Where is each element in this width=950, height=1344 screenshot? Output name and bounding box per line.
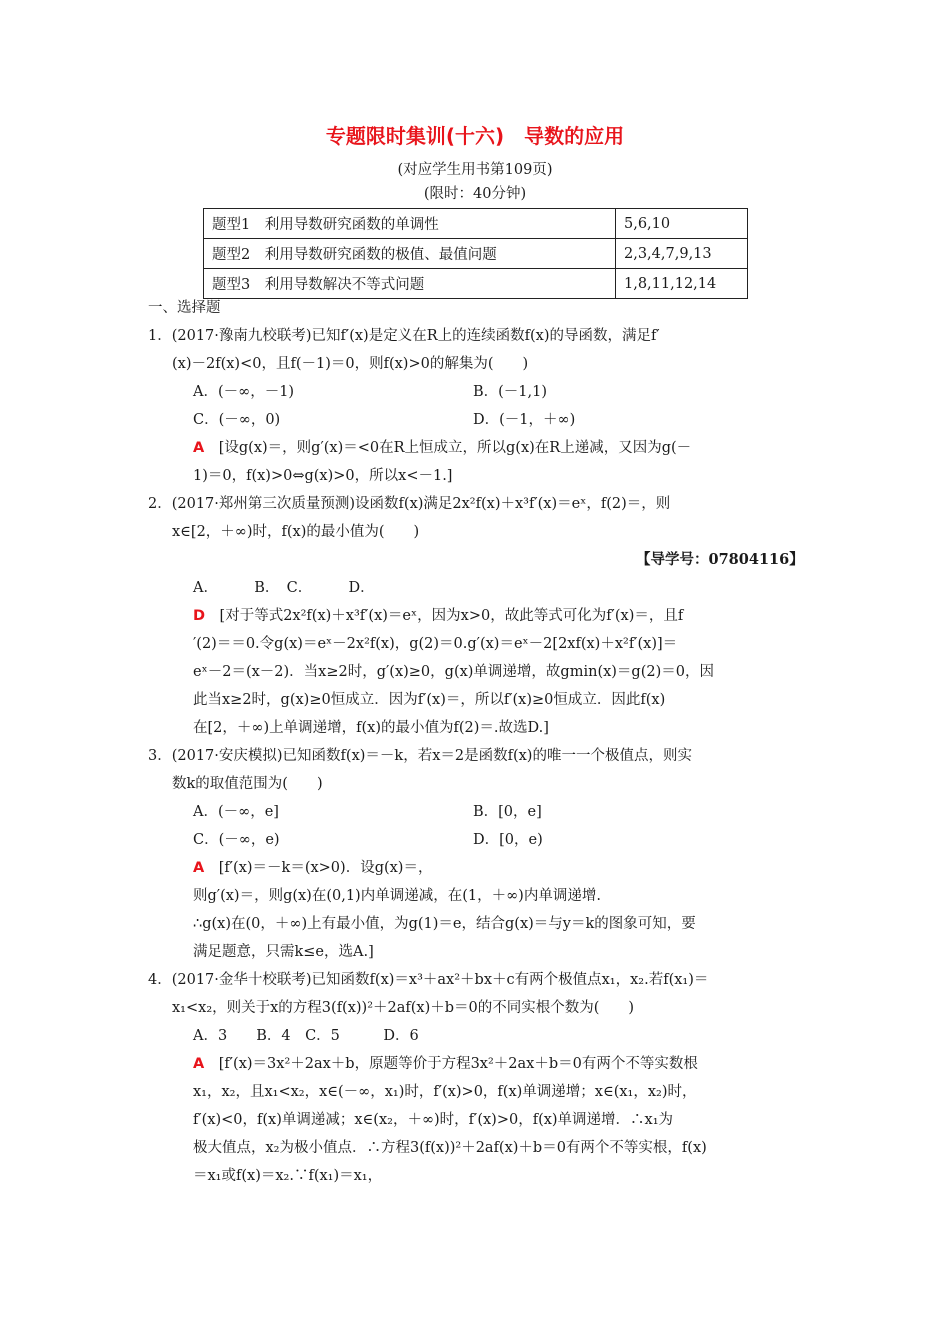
line-text: C．(－∞，0) xyxy=(193,412,281,428)
line-text: B．(－1,1) xyxy=(473,384,548,400)
answer-letter: D xyxy=(193,608,220,624)
text-line xyxy=(172,998,634,1018)
line-text: ′(2)＝＝0.令g(x)＝eˣ－2x²f(x)，g(2)＝0.g′(x)＝eˣ－2[2xf(x)＋x²f′(x)]＝ xyxy=(193,636,678,652)
line-text: 数k的取值范围为( ) xyxy=(172,776,323,792)
table-row xyxy=(204,269,748,299)
line-text: B．[0，e] xyxy=(473,804,542,820)
questions-cell: 2,3,4,7,9,13 xyxy=(616,239,748,269)
answer-letter: A xyxy=(193,440,219,456)
text-line xyxy=(473,382,547,402)
line-text: A． B． C． D． xyxy=(193,580,375,596)
line-text: [设g(x)＝，则g′(x)＝<0在R上恒成立，所以g(x)在R上递减，又因为g(－ xyxy=(218,440,692,456)
text-line xyxy=(148,494,670,514)
answer-line xyxy=(193,606,683,626)
line-text: eˣ－2＝(x－2)．当x≥2时，g′(x)≥0，g(x)单调递增，故gmin(x)＝g(2)＝0，因 xyxy=(193,664,714,680)
questions-cell: 1,8,11,12,14 xyxy=(616,269,748,299)
text-line xyxy=(636,550,804,570)
line-text: 极大值点，x₂为极小值点．∴方程3(f(x))²＋2af(x)＋b＝0有两个不等实根，f(x) xyxy=(193,1140,707,1156)
line-text: D．[0，e) xyxy=(473,832,543,848)
text-line xyxy=(193,942,374,962)
text-line xyxy=(193,718,549,738)
line-text: 1)＝0，f(x)>0⇔g(x)>0，所以x<－1.] xyxy=(193,468,453,484)
line-text: 1．(2017·豫南九校联考)已知f′(x)是定义在R上的连续函数f(x)的导函数，满足f′ xyxy=(148,328,660,344)
text-line xyxy=(193,914,696,934)
text-line xyxy=(193,830,280,850)
questions-cell: 5,6,10 xyxy=(616,209,748,239)
line-text: 2．(2017·郑州第三次质量预测)设函数f(x)满足2x²f(x)＋x³f′(x)＝eˣ，f(2)＝，则 xyxy=(148,496,671,512)
line-text: C．(－∞，e) xyxy=(193,832,280,848)
text-line xyxy=(148,326,660,346)
line-text: [f′(x)＝3x²＋2ax＋b，原题等价于方程3x²＋2ax＋b＝0有两个不等实数根 xyxy=(218,1056,698,1072)
topic-cell: 题型2 利用导数研究函数的极值、最值问题 xyxy=(204,239,616,269)
line-text: 则g′(x)＝，则g(x)在(0,1)内单调递减，在(1，＋∞)内单调递增. xyxy=(193,888,601,904)
line-text: [对于等式2x²f(x)＋x³f′(x)＝eˣ，因为x>0，故此等式可化为f′(x)＝，且f xyxy=(219,608,684,624)
line-text: 此当x≥2时，g(x)≥0恒成立．因为f′(x)＝，所以f′(x)≥0恒成立．因此f(x) xyxy=(193,692,666,708)
line-text: A．3 B．4 C．5 D．6 xyxy=(193,1028,419,1044)
text-line xyxy=(193,634,677,654)
topic-cell: 题型1 利用导数研究函数的单调性 xyxy=(204,209,616,239)
topic-cell: 题型3 利用导数解决不等式问题 xyxy=(204,269,616,299)
text-line xyxy=(193,1026,419,1046)
line-text: 4．(2017·金华十校联考)已知函数f(x)＝x³＋ax²＋bx＋c有两个极值点x₁，x₂.若f(x₁)＝ xyxy=(148,972,709,988)
line-text: f′(x)<0，f(x)单调递减；x∈(x₂，＋∞)时，f′(x)>0，f(x)单调递增．∴x₁为 xyxy=(193,1112,674,1128)
line-text: A．(－∞，－1) xyxy=(193,384,295,400)
table-row xyxy=(204,209,748,239)
text-line xyxy=(193,578,375,598)
answer-line xyxy=(193,438,691,458)
topic-table xyxy=(203,208,748,299)
line-text: x₁<x₂，则关于x的方程3(f(x))²＋2af(x)＋b＝0的不同实根个数为( ) xyxy=(172,1000,635,1016)
line-text: (x)－2f(x)<0，且f(－1)＝0，则f(x)>0的解集为( ) xyxy=(172,356,529,372)
text-line xyxy=(473,802,542,822)
time-limit: (限时：40分钟) xyxy=(423,186,527,202)
answer-letter: A xyxy=(193,1056,219,1072)
line-text: 在[2，＋∞)上单调递增，f(x)的最小值为f(2)＝.故选D.] xyxy=(193,720,549,736)
text-line xyxy=(193,886,601,906)
text-line xyxy=(193,466,452,486)
text-line xyxy=(193,382,294,402)
line-text: ∴g(x)在(0，＋∞)上有最小值，为g(1)＝e，结合g(x)＝与y＝k的图象可知，要 xyxy=(193,916,696,932)
text-line xyxy=(172,774,323,794)
section-heading: 一、选择题 xyxy=(148,300,221,316)
text-line xyxy=(193,802,279,822)
line-text: ＝x₁或f(x)＝x₂.∵f(x₁)＝x₁， xyxy=(193,1168,383,1184)
line-text: A．(－∞，e] xyxy=(193,804,279,820)
answer-line xyxy=(193,1054,698,1074)
book-reference: (对应学生用书第109页) xyxy=(397,162,553,178)
text-line xyxy=(473,410,575,430)
table-row xyxy=(204,239,748,269)
line-text: x∈[2，＋∞)时，f(x)的最小值为( ) xyxy=(172,524,420,540)
text-line xyxy=(193,1138,707,1158)
answer-letter: A xyxy=(193,860,219,876)
text-line xyxy=(193,662,714,682)
text-line xyxy=(193,690,665,710)
text-line xyxy=(193,1082,697,1102)
text-line xyxy=(172,354,528,374)
text-line xyxy=(193,1166,382,1186)
text-line xyxy=(473,830,543,850)
line-text: D．(－1，＋∞) xyxy=(473,412,576,428)
text-line xyxy=(148,970,708,990)
line-text: x₁，x₂，且x₁<x₂，x∈(－∞，x₁)时，f′(x)>0，f(x)单调递增；x∈(x₁，x₂)时， xyxy=(193,1084,697,1100)
text-line xyxy=(172,522,419,542)
text-line xyxy=(148,746,692,766)
text-line xyxy=(193,410,280,430)
page-title: 专题限时集训(十六) 导数的应用 xyxy=(325,124,625,148)
line-text: 3．(2017·安庆模拟)已知函数f(x)＝－k，若x＝2是函数f(x)的唯一一个极值点，则实 xyxy=(148,748,692,764)
line-text: 满足题意，只需k≤e，选A.] xyxy=(193,944,374,960)
answer-line xyxy=(193,858,432,878)
line-text: 【导学号：07804116】 xyxy=(636,551,804,568)
text-line xyxy=(193,1110,673,1130)
line-text: [f′(x)＝－k＝(x>0)．设g(x)＝， xyxy=(218,860,433,876)
